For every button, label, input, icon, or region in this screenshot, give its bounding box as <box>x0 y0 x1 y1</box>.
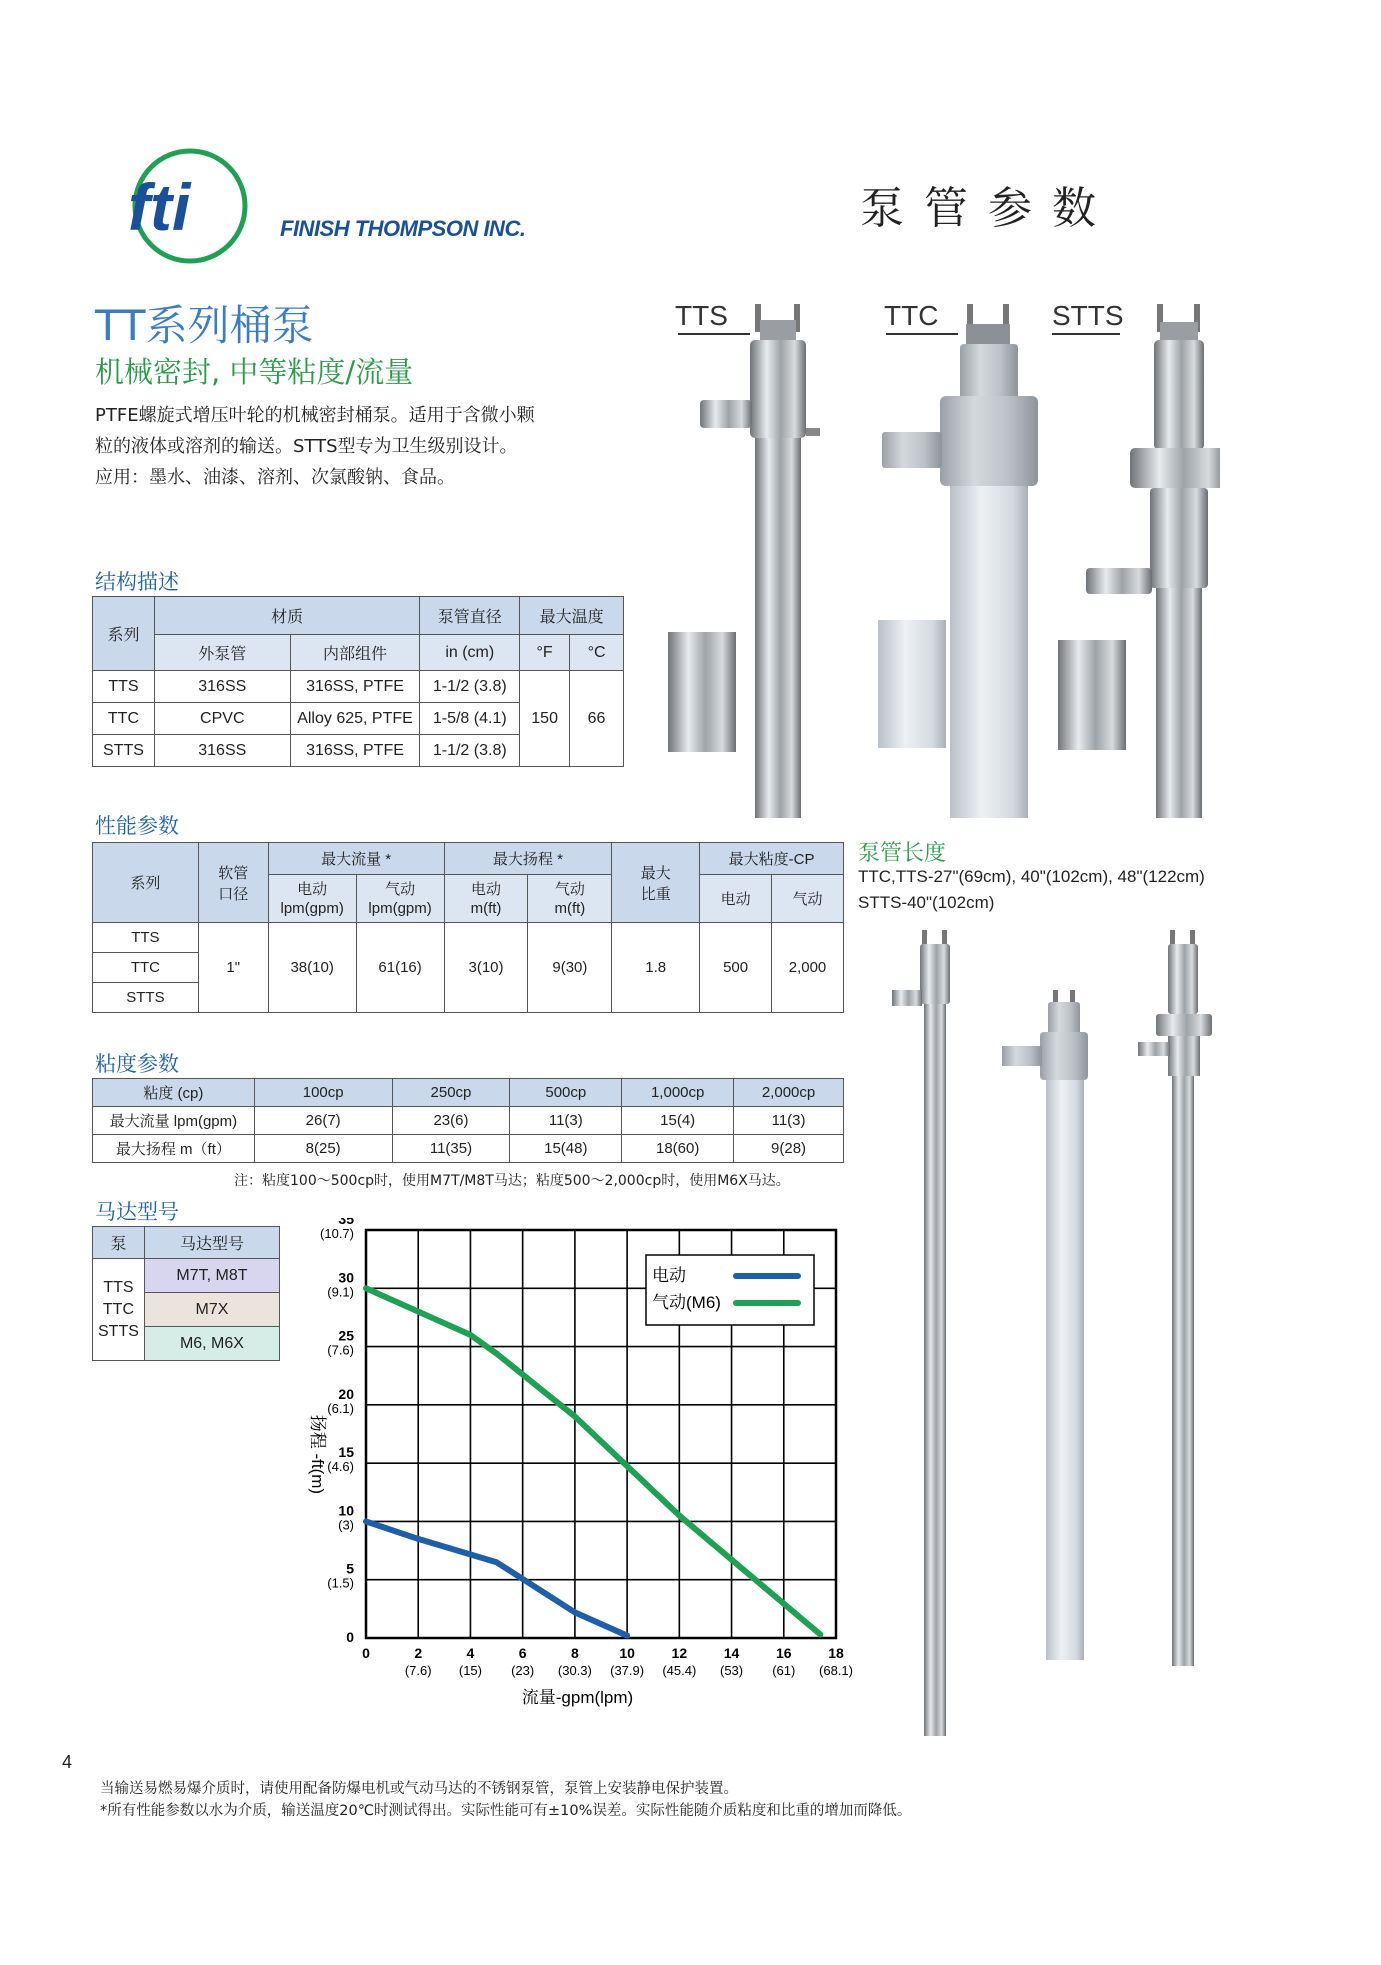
performance-table <box>92 842 844 1013</box>
y-tick-label: (10.7) <box>320 1226 354 1241</box>
tube-length-title: 泵管长度 <box>858 841 947 866</box>
footer-note: *所有性能参数以水为介质，输送温度20℃时测试得出。实际性能可有±10%误差。实际性能随介质粘度和比重的增加而降低。 <box>100 1803 912 1819</box>
table-header: in (cm) <box>420 635 520 671</box>
intro-line: 应用：墨水、油漆、溶剂、次氯酸钠、食品。 <box>95 467 455 488</box>
table-header: 最大流量 * <box>268 843 444 875</box>
table-row <box>93 1135 844 1163</box>
y-tick-label: 25 <box>338 1327 354 1344</box>
table-cell: 最大流量 lpm(gpm) <box>93 1107 255 1135</box>
table-header: 材质 <box>154 597 419 635</box>
stts-tube-photo <box>1138 930 1212 1666</box>
y-tick-label: (6.1) <box>327 1400 354 1416</box>
table-cell: M7T, M8T <box>144 1259 279 1293</box>
tube-cut-views <box>668 620 1126 752</box>
table-cell: 8(25) <box>254 1135 392 1163</box>
table-cell: 1.8 <box>612 923 700 1013</box>
y-axis-label: 扬程 -ft(m) <box>308 1414 327 1495</box>
table-header: 最大 比重 <box>612 843 700 923</box>
pump-label-tts: TTS <box>675 300 728 331</box>
table-row <box>93 1107 844 1135</box>
y-tick-label: 15 <box>338 1444 354 1461</box>
table-header: 最大粘度-CP <box>700 843 844 875</box>
page-number: 4 <box>62 1752 73 1772</box>
table-cell: CPVC <box>154 703 290 735</box>
table-header: °F <box>520 635 570 671</box>
y-tick-label: 0 <box>346 1629 354 1645</box>
table-header: 电动 m(ft) <box>444 875 528 923</box>
y-tick-label: (3) <box>338 1517 354 1533</box>
table-header: 500cp <box>510 1079 622 1107</box>
tube-length-photos <box>880 930 1240 1740</box>
y-tick-label: 35 <box>338 1218 354 1227</box>
table-cell: 15(48) <box>510 1135 622 1163</box>
table-cell: 11(3) <box>510 1107 622 1135</box>
table-cell: 1-1/2 (3.8) <box>420 671 520 703</box>
pump-label-ttc: TTC <box>884 300 939 331</box>
x-tick-label: (30.3) <box>557 1663 592 1678</box>
table-header: 泵 <box>93 1227 145 1259</box>
x-tick-label: 12 <box>671 1645 688 1661</box>
x-tick-label: (23) <box>511 1663 535 1678</box>
table-cell: 11(35) <box>392 1135 510 1163</box>
table-header: 外泵管 <box>154 635 290 671</box>
table-cell: 3(10) <box>444 923 528 1013</box>
table-header: 2,000cp <box>734 1079 844 1107</box>
page-title: 泵管参数 <box>860 183 1116 234</box>
table-cell: 2,000 <box>772 923 844 1013</box>
table-cell: 26(7) <box>254 1107 392 1135</box>
table-cell: Alloy 625, PTFE <box>290 703 420 735</box>
table-cell: 316SS, PTFE <box>290 735 420 767</box>
y-tick-label: 10 <box>338 1502 354 1519</box>
motor-table <box>92 1226 280 1361</box>
x-tick-label: 8 <box>570 1645 579 1661</box>
table-cell: 500 <box>700 923 772 1013</box>
intro-line: 粒的液体或溶剂的输送。STTS型专为卫生级别设计。 <box>95 436 518 457</box>
table-cell: 1-5/8 (4.1) <box>420 703 520 735</box>
x-tick-label: (68.1) <box>819 1663 853 1678</box>
intro-text <box>95 400 655 493</box>
table-cell: 18(60) <box>622 1135 734 1163</box>
table-cell: TTS <box>93 671 155 703</box>
table-cell: 316SS <box>154 671 290 703</box>
table-header: 系列 <box>93 597 155 671</box>
table-header: °C <box>570 635 624 671</box>
x-axis-label: 流量-gpm(lpm) <box>521 1688 634 1707</box>
viscosity-title: 粘度参数 <box>95 1052 179 1076</box>
table-cell: TTC <box>93 953 199 983</box>
table-header: 泵管直径 <box>420 597 520 635</box>
table-header: 250cp <box>392 1079 510 1107</box>
table-header: 最大扬程 * <box>444 843 612 875</box>
table-cell: 9(30) <box>528 923 612 1013</box>
y-tick-label: (4.6) <box>327 1459 354 1475</box>
brand-logo <box>120 148 526 268</box>
table-cell: 38(10) <box>268 923 356 1013</box>
tts-tube-photo <box>892 930 950 1736</box>
x-tick-label: 18 <box>828 1645 844 1661</box>
table-header: 系列 <box>93 843 199 923</box>
table-cell: 11(3) <box>734 1107 844 1135</box>
legend-label: 气动(M6) <box>652 1293 721 1312</box>
table-cell: 66 <box>570 671 624 767</box>
table-cell: 最大扬程 m（ft） <box>93 1135 255 1163</box>
table-cell: M6, M6X <box>144 1327 279 1361</box>
table-cell: 316SS, PTFE <box>290 671 420 703</box>
y-tick-label: 5 <box>346 1560 354 1577</box>
table-cell: 316SS <box>154 735 290 767</box>
table-cell: TTS TTC STTS <box>93 1259 145 1361</box>
table-header: 软管 口径 <box>198 843 268 923</box>
tube-length-line: TTC,TTS-27"(69cm), 40"(102cm), 48"(122cm) <box>858 867 1205 886</box>
pump-curve-chart <box>290 1218 870 1718</box>
x-tick-label: 16 <box>775 1645 792 1661</box>
table-header: 电动 lpm(gpm) <box>268 875 356 923</box>
intro-block <box>95 300 655 493</box>
ttc-tube-photo <box>1002 990 1088 1660</box>
x-tick-label: 6 <box>518 1645 527 1661</box>
x-tick-label: (7.6) <box>404 1663 432 1678</box>
table-header: 1,000cp <box>622 1079 734 1107</box>
x-tick-label: (37.9) <box>610 1663 645 1678</box>
legend-label: 电动 <box>652 1266 686 1285</box>
table-row <box>93 671 624 703</box>
table-cell: 61(16) <box>356 923 444 1013</box>
table-header: 气动 m(ft) <box>528 875 612 923</box>
table-row <box>93 1259 280 1293</box>
table-header: 100cp <box>254 1079 392 1107</box>
fti-logo-icon <box>120 148 280 268</box>
table-cell: 1" <box>198 923 268 1013</box>
table-cell: M7X <box>144 1293 279 1327</box>
table-cell: TTS <box>93 923 199 953</box>
x-tick-label: (61) <box>772 1663 796 1678</box>
x-tick-label: 2 <box>414 1645 423 1661</box>
motor-title: 马达型号 <box>95 1200 179 1224</box>
y-tick-label: (7.6) <box>327 1342 354 1358</box>
table-cell: STTS <box>93 983 199 1013</box>
intro-line: PTFE螺旋式增压叶轮的机械密封桶泵。适用于含微小颗 <box>95 405 535 426</box>
table-header: 气动 lpm(gpm) <box>356 875 444 923</box>
y-tick-label: 30 <box>338 1269 354 1286</box>
tube-length-line: STTS-40"(102cm) <box>858 893 995 912</box>
x-tick-label: (53) <box>719 1663 744 1678</box>
structure-table <box>92 596 624 767</box>
table-header: 内部组件 <box>290 635 420 671</box>
brand-name: FINISH THOMPSON INC. <box>280 216 526 241</box>
table-cell: 15(4) <box>622 1107 734 1135</box>
logo-letters: fti <box>128 170 191 244</box>
table-header: 最大温度 <box>520 597 624 635</box>
table-header: 马达型号 <box>144 1227 279 1259</box>
chart-svg <box>290 1218 870 1718</box>
table-cell: 23(6) <box>392 1107 510 1135</box>
performance-title: 性能参数 <box>95 814 179 838</box>
viscosity-note: 注：粘度100～500cp时，使用M7T/M8T马达；粘度500～2,000cp时，使用M6X马达。 <box>234 1173 790 1189</box>
pump-photos <box>660 300 1220 820</box>
x-tick-label: 0 <box>362 1645 370 1661</box>
table-header: 粘度 (cp) <box>93 1079 255 1107</box>
x-tick-label: 4 <box>466 1645 475 1661</box>
table-cell: TTC <box>93 703 155 735</box>
table-cell: 9(28) <box>734 1135 844 1163</box>
y-tick-label: (9.1) <box>327 1284 354 1300</box>
series-title: TT系列桶泵 <box>95 301 314 350</box>
y-tick-label: (1.5) <box>327 1575 354 1591</box>
table-header: 电动 <box>700 875 772 923</box>
pump-label-stts: STTS <box>1052 300 1124 331</box>
x-tick-label: (45.4) <box>662 1663 697 1678</box>
table-cell: STTS <box>93 735 155 767</box>
table-row <box>93 923 844 953</box>
table-cell: 1-1/2 (3.8) <box>420 735 520 767</box>
table-cell: 150 <box>520 671 570 767</box>
x-tick-label: 10 <box>619 1645 635 1661</box>
viscosity-table <box>92 1078 844 1163</box>
footer-note: 当输送易燃易爆介质时，请使用配备防爆电机或气动马达的不锈钢泵管，泵管上安装静电保护装置。 <box>100 1781 738 1797</box>
structure-title: 结构描述 <box>95 570 179 594</box>
x-tick-label: (15) <box>458 1663 483 1678</box>
y-tick-label: 20 <box>338 1385 354 1402</box>
series-subtitle: 机械密封, 中等粘度/流量 <box>95 355 414 389</box>
x-tick-label: 14 <box>723 1645 740 1661</box>
table-header: 气动 <box>772 875 844 923</box>
